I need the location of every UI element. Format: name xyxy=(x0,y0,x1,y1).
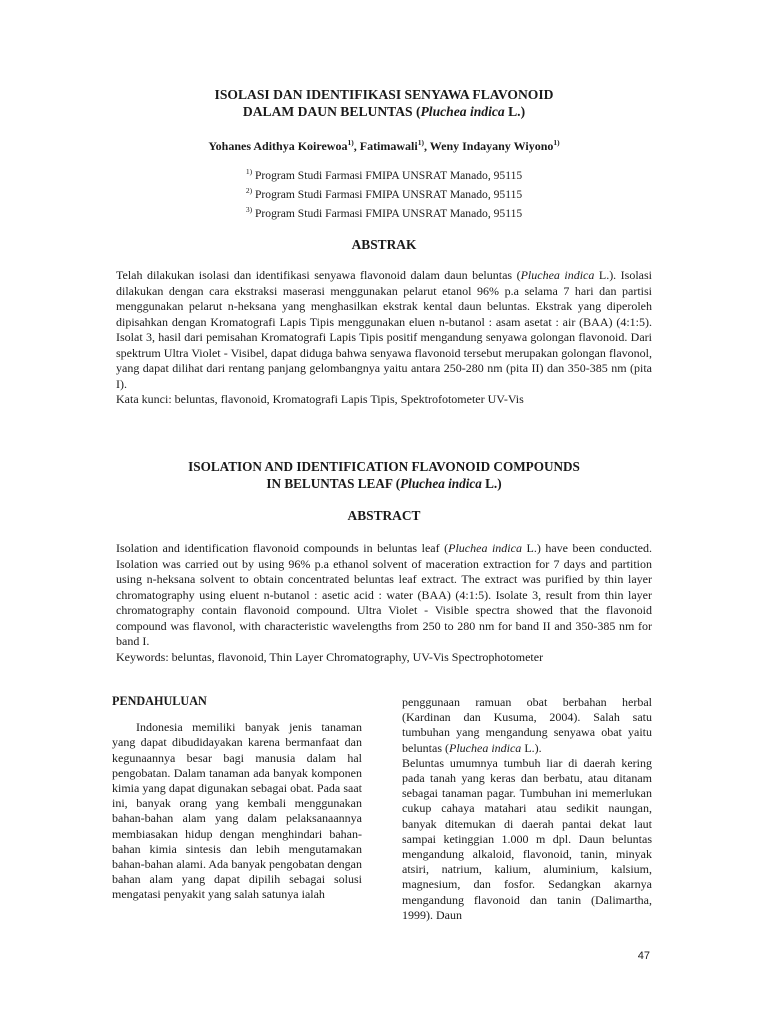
abstrak-body xyxy=(116,268,652,408)
body-column-right xyxy=(402,695,652,923)
author: Yohanes Adithya Koirewoa$^{1)}$, xyxy=(208,138,360,153)
affiliation: $^{2)}$ Program Studi Farmasi FMIPA UNSRAT Manado, 95115 xyxy=(245,185,523,201)
author-list xyxy=(100,135,668,154)
page-number: 47 xyxy=(637,950,650,962)
body-species-name: Pluchea indica xyxy=(449,740,522,755)
english-title-species-name: Pluchea indica xyxy=(400,476,482,491)
abstrak-species-name: Pluchea indica xyxy=(520,268,595,282)
body-column-left xyxy=(112,692,362,903)
affiliation: $^{3)}$ Program Studi Farmasi FMIPA UNSRAT Manado, 95115 xyxy=(245,204,523,220)
title-line-1: ISOLASI DAN IDENTIFIKASI SENYAWA FLAVONOID xyxy=(214,87,554,102)
abstrak-keywords: Kata kunci: beluntas, flavonoid, Kromatografi Lapis Tipis, Spektrofotometer UV-Vis xyxy=(116,392,524,406)
body-paragraph: Indonesia memiliki banyak jenis tanaman yang dapat dibudidayakan karena bermanfaat dan kegunaannya besar bagi manusia dalam hal pengobatan. Dalam tanaman ada banyak komponen kimia yang dapat digunakan sebagai obat. Pada saat ini, banyak orang yang kembali menggunakan bahan-bahan alam yang dalam pelaksanaannya membiasakan hidup dengan menghindari bahan-bahan kimia sintesis dan lebih mengutamakan bahan-bahan alami. Ada banyak pengobatan dengan bahan alam yang dapat dipilih sebagai solusi mengatasi penyakit yang salah satunya ialah xyxy=(112,720,362,902)
abstract-keywords: Keywords: beluntas, flavonoid, Thin Layer Chromatography, UV-Vis Spectrophotometer xyxy=(116,649,544,664)
affiliation-list xyxy=(100,164,668,221)
title-line-2-pre: DALAM DAUN BELUNTAS ( xyxy=(242,104,421,119)
title-line-2 xyxy=(100,103,668,120)
section-heading-pendahuluan: PENDAHULUAN xyxy=(112,694,207,708)
english-title xyxy=(100,458,668,492)
abstract-paragraph: Isolation and identification flavonoid compounds in beluntas leaf (Pluchea indica L.) have been conducted. Isolation was carried out by using 96% p.a ethanol solvent of maceration extraction for 7 days and partition using n-heksana solvent to obtain concentrated beluntas leaf extract. The extract was purified by thin layer chromatography using eluent n-butanol : asetic acid : water (BAA) (4:1:5). Isolate 3, result from thin layer chromatography contain flavonoid compound. Ultra Violet - Visible spectra showed that the flavonoid compound was flavonol, with characteristic wavelengths from 250 to 280 nm for band II and 350-385 nm for band I. xyxy=(116,541,653,648)
abstrak-heading: ABSTRAK xyxy=(351,237,417,252)
abstract-heading: ABSTRACT xyxy=(347,508,421,523)
author: Weny Indayany Wiyono$^{1)}$ xyxy=(429,138,560,153)
title-species-name: Pluchea indica xyxy=(420,104,505,119)
abstract-species-name: Pluchea indica xyxy=(448,541,522,555)
title-line-2-post: L.) xyxy=(504,104,526,119)
english-title-line-2: IN BELUNTAS LEAF (Pluchea indica L.) xyxy=(266,476,502,491)
body-paragraph: penggunaan ramuan obat berbahan herbal (Kardinan dan Kusuma, 2004). Salah satu tumbuhan yang mengandung senyawa obat yaitu beluntas (Pluchea indica L.). xyxy=(402,695,652,755)
author: Fatimawali$^{1)}$, xyxy=(359,138,430,153)
english-title-line-1: ISOLATION AND IDENTIFICATION FLAVONOID COMPOUNDS xyxy=(188,459,580,474)
paper-title xyxy=(100,86,668,120)
body-paragraph: Beluntas umumnya tumbuh liar di daerah kering pada tanah yang keras dan berbatu, atau ditanam sebagai tanaman pagar. Tumbuhan ini memerlukan cukup cahaya matahari atau sedikit naungan, banyak ditemukan di daerah pantai dekat laut sampai ketinggian 1.000 m dpl. Daun beluntas mengandung alkaloid, flavonoid, tanin, minyak atsiri, natrium, kalium, aluminium, kalsium, magnesium, dan fosfor. Sedangkan akarnya mengandung flavonoid dan tanin (Dalimartha, 1999). Daun xyxy=(402,755,652,922)
affiliation: $^{1)}$ Program Studi Farmasi FMIPA UNSRAT Manado, 95115 xyxy=(245,167,523,182)
abstract-body xyxy=(116,541,652,665)
abstrak-paragraph: Telah dilakukan isolasi dan identifikasi senyawa flavonoid dalam daun beluntas (Pluchea indica L.). Isolasi dilakukan dengan cara ekstraksi maserasi menggunakan pelarut etanol 96% p.a selama 7 hari dan partisi menggunakan pelarut n-heksana yang menghasilkan ekstrak kental daun beluntas. Ekstrak yang diperoleh dipisahkan dengan Kromatografi Lapis Tipis menggunakan eluen n-butanol : asam asetat : air (BAA) (4:1:5). Isolat 3, hasil dari pemisahan Kromatografi Lapis Tipis positif mengandung senyawa golongan flavonoid. Dari spektrum Ultra Violet - Visibel, dapat diduga bahwa senyawa flavonoid tersebut merupakan golongan flavonol, yang dapat dilihat dari rentang panjang gelombangnya yaitu antara 250-280 nm (pita II) dan 350-385 nm (pita I). xyxy=(116,268,653,391)
